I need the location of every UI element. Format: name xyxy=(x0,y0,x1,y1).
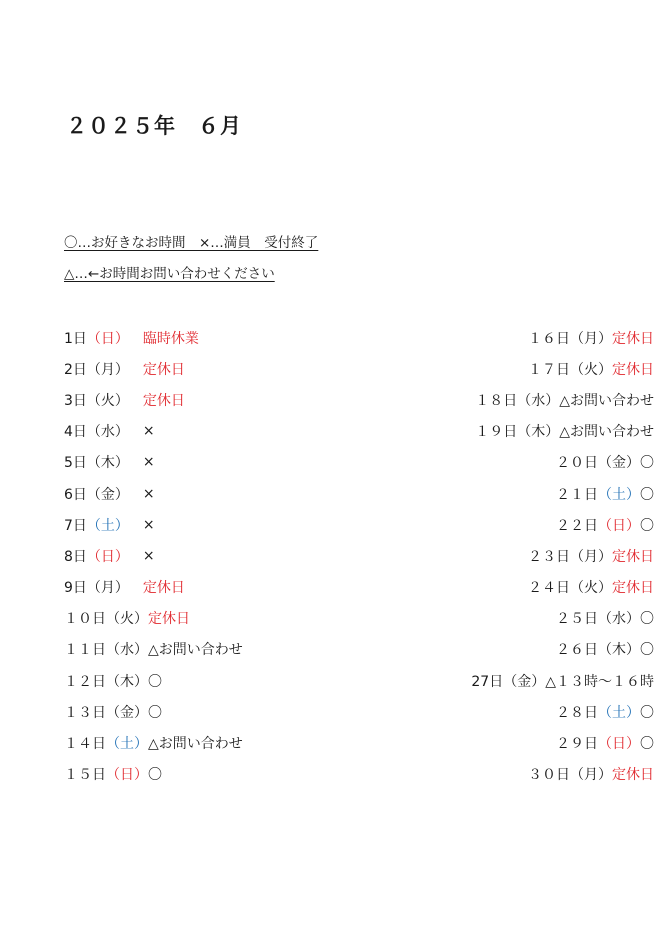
availability-status: 定休日 xyxy=(612,548,654,565)
schedule-row xyxy=(64,353,354,384)
schedule-row xyxy=(64,759,354,790)
weekday: （月） xyxy=(86,361,129,378)
day-number: ３０日 xyxy=(528,767,570,784)
weekday: （金） xyxy=(598,455,640,472)
schedule-row xyxy=(374,727,654,758)
day-number: １８日 xyxy=(475,392,518,409)
availability-status: 〇 xyxy=(640,704,654,721)
weekday: （月） xyxy=(570,330,612,347)
weekday: （木） xyxy=(106,673,148,690)
weekday: （木） xyxy=(598,642,640,659)
schedule-row xyxy=(374,322,654,353)
schedule-row xyxy=(374,478,654,509)
day-number: ２９日 xyxy=(556,736,598,753)
schedule-row xyxy=(374,416,654,447)
weekday: （水） xyxy=(106,642,148,659)
availability-status: 〇 xyxy=(640,611,654,628)
availability-status: 定休日 xyxy=(148,611,190,628)
availability-status: 定休日 xyxy=(142,361,185,378)
weekday: （月） xyxy=(86,580,129,597)
schedule-row xyxy=(374,540,654,571)
availability-status: × xyxy=(142,454,155,471)
availability-status: △１３時～１６時 xyxy=(545,673,654,690)
day-number: 8日 xyxy=(64,548,87,565)
availability-status: △お問い合わせ xyxy=(148,642,243,659)
day-number: ２５日 xyxy=(556,611,598,628)
schedule-row xyxy=(64,447,354,478)
day-number: ２８日 xyxy=(556,704,598,721)
schedule-row xyxy=(374,759,654,790)
schedule-row xyxy=(374,665,654,696)
day-number: ２４日 xyxy=(528,580,570,597)
day-number: 9日 xyxy=(64,580,87,597)
day-number: ２１日 xyxy=(556,486,598,503)
legend-line-1: 〇…お好きなお時間 ×…満員 受付終了 xyxy=(64,235,319,251)
availability-status: 〇 xyxy=(640,455,654,472)
schedule-right-column xyxy=(374,322,654,790)
weekday: （土） xyxy=(106,736,148,753)
day-number: 4日 xyxy=(64,424,87,441)
weekday: （日） xyxy=(598,517,640,534)
weekday: （金） xyxy=(106,704,148,721)
availability-status: 〇 xyxy=(640,486,654,503)
day-number: １９日 xyxy=(475,424,518,441)
availability-status: 〇 xyxy=(148,704,162,721)
schedule-row xyxy=(64,603,354,634)
availability-status: 〇 xyxy=(640,736,654,753)
schedule-left-column xyxy=(64,322,354,790)
availability-status: 〇 xyxy=(640,517,654,534)
schedule-row xyxy=(374,634,654,665)
weekday: （月） xyxy=(570,767,612,784)
legend-line-2: △…←お時間お問い合わせください xyxy=(64,266,275,282)
day-number: ２２日 xyxy=(556,517,598,534)
day-number: 5日 xyxy=(64,455,87,472)
availability-status: × xyxy=(142,547,155,564)
availability-status: 定休日 xyxy=(612,361,654,378)
day-number: １１日 xyxy=(64,642,106,659)
schedule-row xyxy=(64,478,354,509)
schedule-row xyxy=(374,384,654,415)
schedule-row xyxy=(374,447,654,478)
schedule-row xyxy=(64,509,354,540)
weekday: （水） xyxy=(517,392,560,409)
availability-status: △お問い合わせ xyxy=(559,392,654,409)
weekday: （日） xyxy=(86,548,129,565)
schedule-row xyxy=(374,353,654,384)
day-number: 1日 xyxy=(64,330,87,347)
availability-status: △お問い合わせ xyxy=(148,736,243,753)
availability-status: 定休日 xyxy=(612,330,654,347)
schedule-row xyxy=(64,634,354,665)
schedule-row xyxy=(64,384,354,415)
availability-status: × xyxy=(142,423,155,440)
availability-status: 定休日 xyxy=(612,767,654,784)
schedule-row xyxy=(64,540,354,571)
schedule-row xyxy=(64,572,354,603)
weekday: （土） xyxy=(598,486,640,503)
schedule-row xyxy=(374,572,654,603)
weekday: （水） xyxy=(598,611,640,628)
day-number: １５日 xyxy=(64,767,106,784)
weekday: （日） xyxy=(86,330,129,347)
schedule-row xyxy=(64,322,354,353)
day-number: １６日 xyxy=(528,330,570,347)
schedule-row xyxy=(374,696,654,727)
schedule-row xyxy=(64,727,354,758)
weekday: （水） xyxy=(86,424,129,441)
weekday: （木） xyxy=(517,424,560,441)
weekday: （金） xyxy=(86,486,129,503)
weekday: （土） xyxy=(598,704,640,721)
availability-status: 臨時休業 xyxy=(142,330,199,347)
weekday: （金） xyxy=(503,673,546,690)
availability-status: 定休日 xyxy=(142,580,185,597)
schedule-row xyxy=(374,509,654,540)
day-number: １７日 xyxy=(528,361,570,378)
availability-status: 〇 xyxy=(640,642,654,659)
weekday: （木） xyxy=(86,455,129,472)
availability-status: 定休日 xyxy=(612,580,654,597)
day-number: １３日 xyxy=(64,704,106,721)
day-number: 2日 xyxy=(64,361,87,378)
availability-status: △お問い合わせ xyxy=(559,424,654,441)
page-title: ２０２５年 ６月 xyxy=(66,114,242,138)
weekday: （月） xyxy=(570,548,612,565)
weekday: （日） xyxy=(106,767,148,784)
weekday: （火） xyxy=(106,611,148,628)
day-number: ２６日 xyxy=(556,642,598,659)
day-number: 7日 xyxy=(64,517,87,534)
weekday: （火） xyxy=(86,392,129,409)
availability-status: 〇 xyxy=(148,673,162,690)
availability-status: 〇 xyxy=(148,767,162,784)
availability-status: 定休日 xyxy=(142,392,185,409)
availability-status: × xyxy=(142,516,155,533)
day-number: １４日 xyxy=(64,736,106,753)
day-number: ２０日 xyxy=(556,455,598,472)
day-number: 6日 xyxy=(64,486,87,503)
day-number: １０日 xyxy=(64,611,106,628)
day-number: ２３日 xyxy=(528,548,570,565)
day-number: 27日 xyxy=(471,673,504,690)
availability-status: × xyxy=(142,485,155,502)
schedule-row xyxy=(64,416,354,447)
weekday: （日） xyxy=(598,736,640,753)
schedule-row xyxy=(374,603,654,634)
weekday: （火） xyxy=(570,361,612,378)
schedule-row xyxy=(64,696,354,727)
weekday: （土） xyxy=(86,517,129,534)
schedule-row xyxy=(64,665,354,696)
day-number: １２日 xyxy=(64,673,106,690)
weekday: （火） xyxy=(570,580,612,597)
day-number: 3日 xyxy=(64,392,87,409)
